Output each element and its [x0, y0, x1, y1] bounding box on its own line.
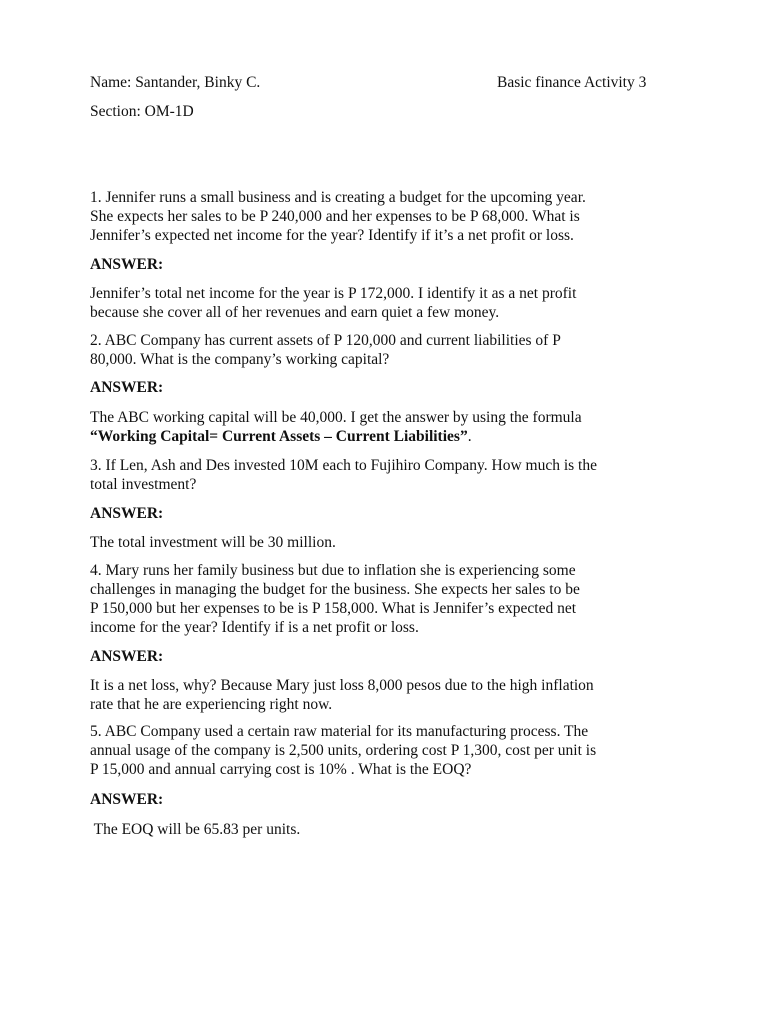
question-line: challenges in managing the budget for the business. She expects her sales to be — [90, 581, 580, 598]
question-line: Jennifer’s expected net income for the year? Identify if it’s a net profit or loss. — [90, 227, 574, 244]
question-3 — [90, 456, 680, 494]
question-line: 3. If Len, Ash and Des invested 10M each to Fujihiro Company. How much is the — [90, 457, 597, 474]
formula-period: . — [467, 428, 472, 445]
answer-line: Jennifer’s total net income for the year is P 172,000. I identify it as a net profit — [90, 285, 577, 302]
answer-line: rate that he are experiencing right now. — [90, 696, 333, 713]
answer-1 — [90, 284, 680, 322]
answer-3 — [90, 533, 680, 552]
answer-label-2: ANSWER: — [90, 379, 164, 396]
answer-line: The total investment will be 30 million. — [90, 534, 336, 551]
question-line: annual usage of the company is 2,500 units, ordering cost P 1,300, cost per unit is — [90, 742, 597, 759]
answer-line: The ABC working capital will be 40,000. I get the answer by using the formula — [90, 409, 582, 426]
question-2 — [90, 331, 680, 369]
question-line: 5. ABC Company used a certain raw material for its manufacturing process. The — [90, 723, 589, 740]
answer-formula-line — [90, 427, 680, 446]
answer-line: It is a net loss, why? Because Mary just loss 8,000 pesos due to the high inflation — [90, 677, 594, 694]
question-line: 1. Jennifer runs a small business and is creating a budget for the upcoming year. — [90, 189, 586, 206]
question-line: P 15,000 and annual carrying cost is 10% . What is the EOQ? — [90, 761, 472, 778]
answer-line: because she cover all of her revenues and earn quiet a few money. — [90, 304, 500, 321]
question-line: total investment? — [90, 476, 197, 493]
question-5 — [90, 722, 680, 779]
answer-label-3: ANSWER: — [90, 505, 164, 522]
working-capital-formula: “Working Capital= Current Assets – Current Liabilities” — [90, 428, 468, 445]
answer-2 — [90, 408, 680, 446]
question-1 — [90, 188, 680, 245]
question-line: 80,000. What is the company’s working capital? — [90, 351, 390, 368]
answer-4 — [90, 676, 680, 714]
question-line: She expects her sales to be P 240,000 and her expenses to be P 68,000. What is — [90, 208, 580, 225]
answer-line: The EOQ will be 65.83 per units. — [90, 821, 301, 838]
section-label: Section: OM-1D — [90, 103, 194, 120]
question-line: income for the year? Identify if is a net profit or loss. — [90, 619, 419, 636]
answer-label-5: ANSWER: — [90, 791, 164, 808]
answer-label-1: ANSWER: — [90, 256, 164, 273]
answer-5 — [90, 820, 680, 839]
activity-title: Basic finance Activity 3 — [497, 74, 647, 91]
question-line: 4. Mary runs her family business but due to inflation she is experiencing some — [90, 562, 576, 579]
question-4 — [90, 561, 680, 637]
answer-label-4: ANSWER: — [90, 648, 164, 665]
student-name: Name: Santander, Binky C. — [90, 74, 261, 91]
question-line: P 150,000 but her expenses to be is P 158,000. What is Jennifer’s expected net — [90, 600, 577, 617]
question-line: 2. ABC Company has current assets of P 120,000 and current liabilities of P — [90, 332, 561, 349]
